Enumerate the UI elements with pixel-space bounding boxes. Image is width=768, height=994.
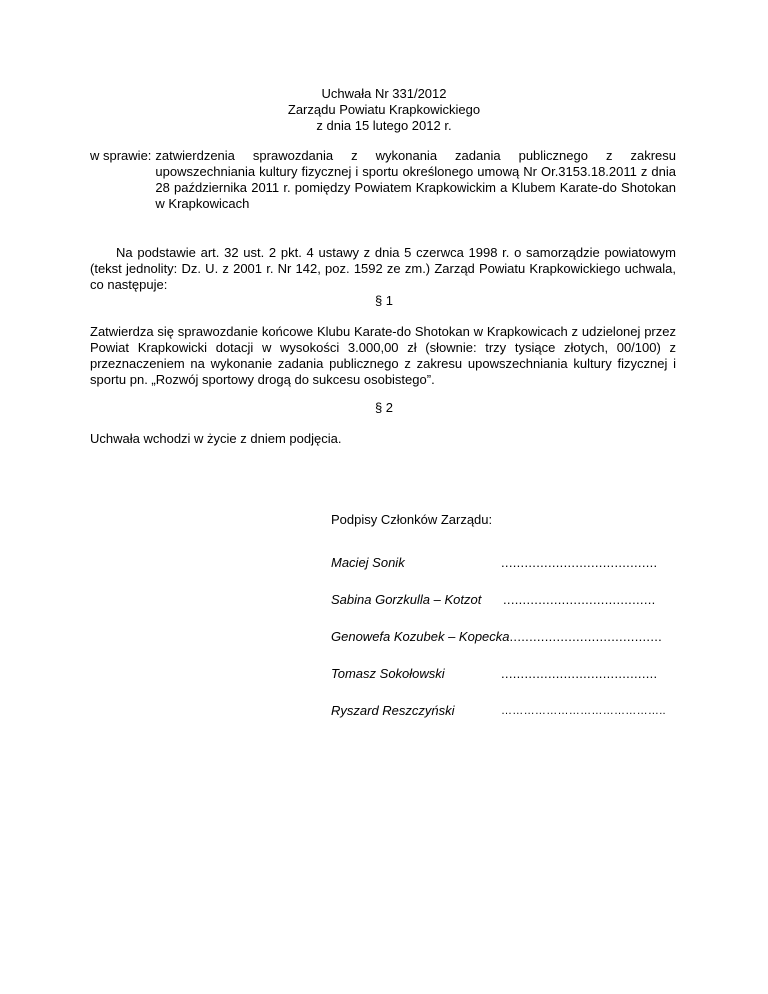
issuing-body: Zarządu Powiatu Krapkowickiego bbox=[287, 102, 481, 117]
resolution-date: z dnia 15 lutego 2012 r. bbox=[316, 118, 452, 133]
signature-row bbox=[331, 629, 661, 645]
signature-line: ....................................... bbox=[509, 629, 663, 644]
member-name bbox=[331, 629, 662, 645]
member-name-text: Genowefa Kozubek – Kopecka bbox=[331, 629, 510, 644]
section-2-text: Uchwała wchodzi w życie z dniem podjęcia. bbox=[90, 431, 342, 446]
signature-line: …………………………………….. bbox=[501, 705, 666, 717]
member-name: Sabina Gorzkulla – Kotzot bbox=[331, 592, 482, 607]
member-name: Ryszard Reszczyński bbox=[331, 703, 455, 718]
signature-row bbox=[331, 703, 666, 719]
signature-line: ........................................ bbox=[501, 666, 658, 681]
resolution-header bbox=[0, 86, 768, 134]
resolution-subject bbox=[90, 148, 676, 212]
signature-line: ....................................... bbox=[503, 592, 656, 607]
subject-prefix: w sprawie: bbox=[90, 148, 152, 163]
signature-row bbox=[331, 592, 661, 608]
subject-text: zatwierdzenia sprawozdania z wykonania zadania publicznego z zakresu upowszechniania kultury fizycznej i sportu określonego umową Nr Or.3153.18.2011 z dnia 28 października 2011 r. pomiędzy Powiatem Krapkowickim a Klubem Karate-do Shotokan w Krapkowicach bbox=[155, 148, 676, 211]
section-1-heading: § 1 bbox=[374, 293, 394, 308]
resolution-number: Uchwała Nr 331/2012 bbox=[321, 86, 447, 101]
signature-row bbox=[331, 666, 661, 682]
signatures-block bbox=[331, 512, 666, 740]
legal-basis-paragraph: Na podstawie art. 32 ust. 2 pkt. 4 ustawy z dnia 5 czerwca 1998 r. o samorządzie powiatowym (tekst jednolity: Dz. U. z 2001 r. Nr 142, poz. 1592 ze zm.) Zarząd Powiatu Krapkowickiego uchwala, co następuje: bbox=[90, 245, 676, 292]
section-2-heading: § 2 bbox=[374, 400, 394, 415]
signatures-title: Podpisy Członków Zarządu: bbox=[331, 512, 493, 527]
signature-line: ........................................ bbox=[501, 555, 658, 570]
section-1-text: Zatwierdza się sprawozdanie końcowe Klubu Karate-do Shotokan w Krapkowicach z udzielonej przez Powiat Krapkowicki dotacji w wysokości 3.000,00 zł (słownie: trzy tysiące złotych, 00/100) z przeznaczeniem na wykonanie zadania publicznego z zakresu upowszechniania kultury fizycznej i sportu pn. „Rozwój sportowy drogą do sukcesu osobistego”. bbox=[90, 324, 676, 387]
member-name: Maciej Sonik bbox=[331, 555, 405, 570]
signature-row bbox=[331, 555, 661, 571]
member-name: Tomasz Sokołowski bbox=[331, 666, 445, 681]
